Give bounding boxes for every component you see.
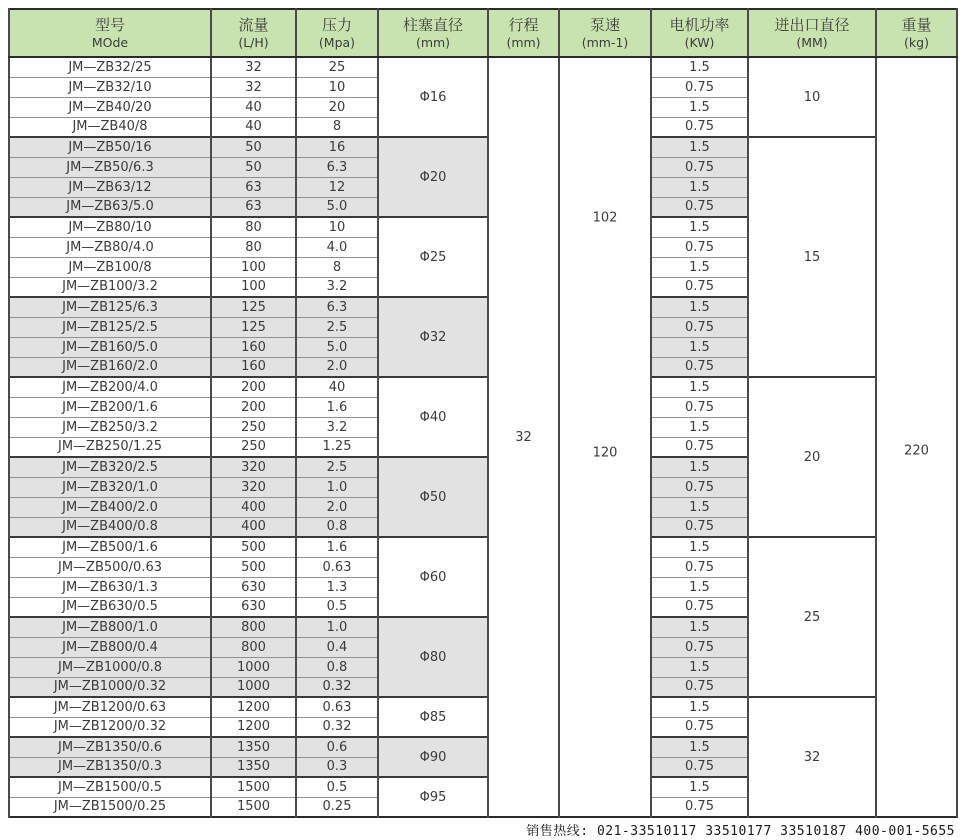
pump-speed-upper-value: 102 (592, 210, 618, 226)
power-cell: 0.75 (651, 437, 748, 457)
model-cell: JM—ZB500/1.6 (9, 537, 211, 557)
power-cell: 0.75 (651, 797, 748, 817)
flow-cell: 40 (211, 117, 296, 137)
flow-cell: 1000 (211, 677, 296, 697)
plunger-diameter-cell: Φ20 (378, 137, 488, 217)
model-cell: JM—ZB250/3.2 (9, 417, 211, 437)
pump-speed-cell (559, 57, 651, 817)
model-cell: JM—ZB40/8 (9, 117, 211, 137)
power-cell: 0.75 (651, 157, 748, 177)
flow-cell: 100 (211, 277, 296, 297)
pressure-cell: 16 (296, 137, 378, 157)
model-cell: JM—ZB100/8 (9, 257, 211, 277)
power-cell: 0.75 (651, 397, 748, 417)
model-cell: JM—ZB1200/0.32 (9, 717, 211, 737)
plunger-diameter-cell: Φ32 (378, 297, 488, 377)
power-cell: 0.75 (651, 77, 748, 97)
table-row (9, 137, 957, 157)
outlet-diameter-cell: 25 (748, 537, 876, 697)
model-cell: JM—ZB630/1.3 (9, 577, 211, 597)
column-header-weight (876, 9, 957, 57)
power-cell: 0.75 (651, 557, 748, 577)
flow-cell: 320 (211, 457, 296, 477)
plunger-diameter-cell: Φ50 (378, 457, 488, 537)
model-cell: JM—ZB1000/0.8 (9, 657, 211, 677)
power-cell: 1.5 (651, 657, 748, 677)
pressure-cell: 0.4 (296, 637, 378, 657)
pressure-cell: 0.32 (296, 717, 378, 737)
pressure-cell: 10 (296, 217, 378, 237)
model-cell: JM—ZB80/10 (9, 217, 211, 237)
plunger-diameter-cell: Φ60 (378, 537, 488, 617)
model-cell: JM—ZB400/2.0 (9, 497, 211, 517)
table-row (9, 697, 957, 717)
pressure-cell: 1.6 (296, 537, 378, 557)
column-header-speed-unit: (mm-1) (581, 34, 629, 50)
pressure-cell: 6.3 (296, 297, 378, 317)
power-cell: 1.5 (651, 417, 748, 437)
column-header-flow-unit: (L/H) (238, 34, 269, 50)
column-header-weight-unit: (kg) (904, 34, 929, 50)
flow-cell: 160 (211, 337, 296, 357)
model-cell: JM—ZB1350/0.3 (9, 757, 211, 777)
model-cell: JM—ZB63/5.0 (9, 197, 211, 217)
column-header-outlet-diameter (748, 9, 876, 57)
flow-cell: 63 (211, 177, 296, 197)
column-header-model-cn: 型号 (94, 15, 125, 34)
flow-cell: 80 (211, 217, 296, 237)
column-header-stroke-unit: (mm) (506, 34, 541, 50)
column-header-pressure (296, 9, 378, 57)
power-cell: 1.5 (651, 177, 748, 197)
power-cell: 1.5 (651, 137, 748, 157)
flow-cell: 320 (211, 477, 296, 497)
column-header-power-unit: (KW) (684, 34, 715, 50)
column-header-model-sub: MOde (91, 34, 129, 50)
model-cell: JM—ZB1000/0.32 (9, 677, 211, 697)
model-cell: JM—ZB800/1.0 (9, 617, 211, 637)
plunger-diameter-cell: Φ40 (378, 377, 488, 457)
flow-cell: 1500 (211, 797, 296, 817)
column-header-speed-cn: 泵速 (589, 15, 620, 34)
pressure-cell: 1.6 (296, 397, 378, 417)
model-cell: JM—ZB1500/0.25 (9, 797, 211, 817)
plunger-diameter-cell: Φ16 (378, 57, 488, 137)
power-cell: 0.75 (651, 637, 748, 657)
pressure-cell: 0.3 (296, 757, 378, 777)
power-cell: 0.75 (651, 357, 748, 377)
model-cell: JM—ZB40/20 (9, 97, 211, 117)
flow-cell: 80 (211, 237, 296, 257)
outlet-diameter-cell: 20 (748, 377, 876, 537)
pump-speed-lower-value: 120 (592, 445, 618, 461)
pressure-cell: 0.25 (296, 797, 378, 817)
pressure-cell: 0.5 (296, 597, 378, 617)
pressure-cell: 1.25 (296, 437, 378, 457)
column-header-plunger-cn: 柱塞直径 (402, 15, 463, 34)
pressure-cell: 1.0 (296, 477, 378, 497)
model-cell: JM—ZB50/6.3 (9, 157, 211, 177)
pressure-cell: 4.0 (296, 237, 378, 257)
plunger-diameter-cell: Φ90 (378, 737, 488, 777)
pressure-cell: 0.32 (296, 677, 378, 697)
flow-cell: 40 (211, 97, 296, 117)
table-row (9, 537, 957, 557)
pressure-cell: 0.6 (296, 737, 378, 757)
pressure-cell: 3.2 (296, 417, 378, 437)
pressure-cell: 0.63 (296, 557, 378, 577)
plunger-diameter-cell: Φ95 (378, 777, 488, 817)
model-cell: JM—ZB1500/0.5 (9, 777, 211, 797)
model-cell: JM—ZB630/0.5 (9, 597, 211, 617)
pressure-cell: 8 (296, 117, 378, 137)
flow-cell: 630 (211, 597, 296, 617)
outlet-diameter-cell: 10 (748, 57, 876, 137)
plunger-diameter-cell: Φ25 (378, 217, 488, 297)
column-header-flow (211, 9, 296, 57)
flow-cell: 400 (211, 517, 296, 537)
model-cell: JM—ZB320/1.0 (9, 477, 211, 497)
weight-cell (876, 57, 957, 817)
pressure-cell: 2.5 (296, 317, 378, 337)
plunger-diameter-cell: Φ85 (378, 697, 488, 737)
power-cell: 1.5 (651, 617, 748, 637)
outlet-diameter-cell: 32 (748, 697, 876, 817)
flow-cell: 125 (211, 317, 296, 337)
flow-cell: 32 (211, 57, 296, 77)
pressure-cell: 5.0 (296, 197, 378, 217)
power-cell: 0.75 (651, 757, 748, 777)
flow-cell: 1350 (211, 757, 296, 777)
flow-cell: 160 (211, 357, 296, 377)
sales-hotline: 销售热线: 021-33510117 33510177 33510187 400-001-5655 (526, 824, 955, 839)
model-cell: JM—ZB32/25 (9, 57, 211, 77)
column-header-pump-speed (559, 9, 651, 57)
power-cell: 1.5 (651, 297, 748, 317)
power-cell: 0.75 (651, 517, 748, 537)
table-row (9, 57, 957, 77)
power-cell: 1.5 (651, 377, 748, 397)
flow-cell: 125 (211, 297, 296, 317)
model-cell: JM—ZB250/1.25 (9, 437, 211, 457)
pressure-cell: 6.3 (296, 157, 378, 177)
model-cell: JM—ZB80/4.0 (9, 237, 211, 257)
flow-cell: 100 (211, 257, 296, 277)
pressure-cell: 20 (296, 97, 378, 117)
pressure-cell: 0.8 (296, 517, 378, 537)
flow-cell: 250 (211, 437, 296, 457)
power-cell: 0.75 (651, 717, 748, 737)
flow-cell: 200 (211, 377, 296, 397)
model-cell: JM—ZB800/0.4 (9, 637, 211, 657)
pressure-cell: 1.3 (296, 577, 378, 597)
flow-cell: 1200 (211, 717, 296, 737)
power-cell: 1.5 (651, 217, 748, 237)
column-header-pressure-unit: (Mpa) (318, 34, 356, 50)
pressure-cell: 8 (296, 257, 378, 277)
pressure-cell: 2.5 (296, 457, 378, 477)
pressure-cell: 2.0 (296, 357, 378, 377)
column-header-stroke (488, 9, 559, 57)
power-cell: 0.75 (651, 597, 748, 617)
column-header-motor-power (651, 9, 748, 57)
table-row (9, 377, 957, 397)
model-cell: JM—ZB500/0.63 (9, 557, 211, 577)
model-cell: JM—ZB320/2.5 (9, 457, 211, 477)
flow-cell: 800 (211, 617, 296, 637)
model-cell: JM—ZB160/2.0 (9, 357, 211, 377)
outlet-diameter-cell: 15 (748, 137, 876, 377)
flow-cell: 50 (211, 137, 296, 157)
table-body (9, 57, 957, 817)
flow-cell: 1000 (211, 657, 296, 677)
flow-cell: 630 (211, 577, 296, 597)
column-header-weight-cn: 重量 (901, 15, 932, 34)
column-header-outlet-unit: (MM) (796, 34, 828, 50)
column-header-model (9, 9, 211, 57)
pressure-cell: 5.0 (296, 337, 378, 357)
model-cell: JM—ZB200/4.0 (9, 377, 211, 397)
power-cell: 0.75 (651, 117, 748, 137)
power-cell: 0.75 (651, 677, 748, 697)
flow-cell: 1500 (211, 777, 296, 797)
power-cell: 1.5 (651, 97, 748, 117)
model-cell: JM—ZB1350/0.6 (9, 737, 211, 757)
pressure-cell: 0.5 (296, 777, 378, 797)
model-cell: JM—ZB125/2.5 (9, 317, 211, 337)
column-header-flow-cn: 流量 (238, 15, 269, 34)
flow-cell: 250 (211, 417, 296, 437)
power-cell: 0.75 (651, 237, 748, 257)
weight-value: 220 (904, 443, 929, 459)
model-cell: JM—ZB100/3.2 (9, 277, 211, 297)
stroke-cell: 32 (488, 57, 559, 817)
flow-cell: 500 (211, 537, 296, 557)
pressure-cell: 10 (296, 77, 378, 97)
pressure-cell: 3.2 (296, 277, 378, 297)
model-cell: JM—ZB63/12 (9, 177, 211, 197)
power-cell: 1.5 (651, 457, 748, 477)
column-header-pressure-cn: 压力 (321, 15, 352, 34)
power-cell: 1.5 (651, 537, 748, 557)
flow-cell: 32 (211, 77, 296, 97)
column-header-stroke-cn: 行程 (508, 15, 539, 34)
power-cell: 1.5 (651, 777, 748, 797)
model-cell: JM—ZB50/16 (9, 137, 211, 157)
model-cell: JM—ZB160/5.0 (9, 337, 211, 357)
model-cell: JM—ZB32/10 (9, 77, 211, 97)
power-cell: 0.75 (651, 277, 748, 297)
plunger-diameter-cell: Φ80 (378, 617, 488, 697)
pressure-cell: 0.8 (296, 657, 378, 677)
power-cell: 0.75 (651, 197, 748, 217)
pressure-cell: 1.0 (296, 617, 378, 637)
model-cell: JM—ZB125/6.3 (9, 297, 211, 317)
pump-spec-table (8, 8, 958, 818)
model-cell: JM—ZB200/1.6 (9, 397, 211, 417)
column-header-plunger-unit: (mm) (415, 34, 451, 50)
flow-cell: 1350 (211, 737, 296, 757)
table-header (9, 9, 957, 57)
power-cell: 1.5 (651, 57, 748, 77)
power-cell: 0.75 (651, 317, 748, 337)
flow-cell: 800 (211, 637, 296, 657)
column-header-power-cn: 电机功率 (669, 15, 730, 34)
power-cell: 1.5 (651, 337, 748, 357)
power-cell: 1.5 (651, 697, 748, 717)
power-cell: 1.5 (651, 257, 748, 277)
pressure-cell: 25 (296, 57, 378, 77)
flow-cell: 1200 (211, 697, 296, 717)
power-cell: 1.5 (651, 497, 748, 517)
model-cell: JM—ZB400/0.8 (9, 517, 211, 537)
power-cell: 1.5 (651, 577, 748, 597)
flow-cell: 63 (211, 197, 296, 217)
model-cell: JM—ZB1200/0.63 (9, 697, 211, 717)
flow-cell: 400 (211, 497, 296, 517)
pressure-cell: 2.0 (296, 497, 378, 517)
pressure-cell: 12 (296, 177, 378, 197)
flow-cell: 500 (211, 557, 296, 577)
power-cell: 1.5 (651, 737, 748, 757)
pressure-cell: 0.63 (296, 697, 378, 717)
column-header-outlet-cn: 迸出口直径 (774, 15, 850, 34)
flow-cell: 200 (211, 397, 296, 417)
flow-cell: 50 (211, 157, 296, 177)
pressure-cell: 40 (296, 377, 378, 397)
power-cell: 0.75 (651, 477, 748, 497)
column-header-plunger-diameter (378, 9, 488, 57)
